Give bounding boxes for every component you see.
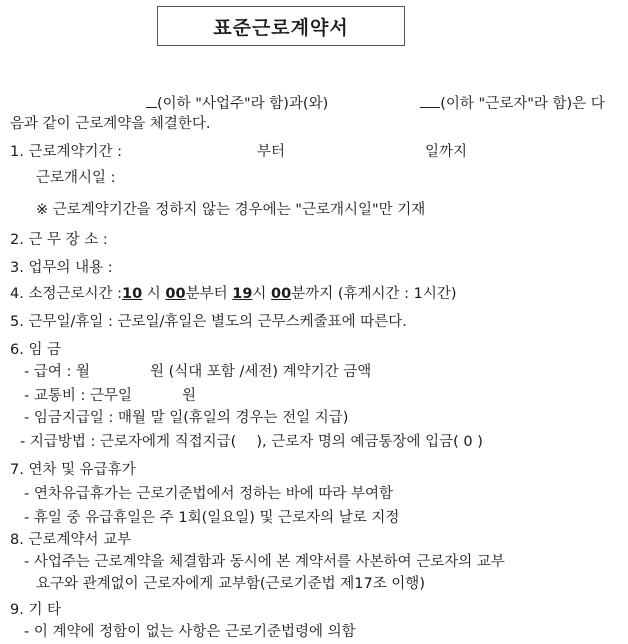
pay-day-line: - 임금지급일 : 매월 말 일(휴일의 경우는 전일 지급) xyxy=(24,410,349,426)
end-minute: 00 xyxy=(271,286,292,302)
start-hour: 10 xyxy=(121,286,143,302)
start-date-label: 근로개시일 : xyxy=(36,170,116,186)
working-hours-line: 4. 소정근로시간 :10 시 00분부터 19시 00분까지 (휴게시간 : 1시간) xyxy=(10,286,457,302)
workplace-label: 2. 근 무 장 소 : xyxy=(10,232,108,248)
leave-line-2: - 휴일 중 유급휴일은 주 1회(일요일) 및 근로자의 날로 지정 xyxy=(24,510,400,526)
leave-heading: 7. 연차 및 유급휴가 xyxy=(10,462,136,478)
employer-suffix: (이하 "사업주"라 함)과(와) xyxy=(157,96,329,112)
document-title: 표준근로계약서 xyxy=(157,6,405,46)
start-minute: 00 xyxy=(165,286,186,302)
etc-heading: 9. 기 타 xyxy=(10,602,62,618)
delivery-line-1: - 사업주는 근로계약을 체결함과 동시에 본 계약서를 사본하여 근로자의 교부 xyxy=(24,554,505,570)
transport-line: - 교통비 : 근무일 원 xyxy=(24,388,197,404)
contract-to-text: 일까지 xyxy=(425,144,468,160)
salary-line: - 급여 : 월 원 (식대 포함 /세전) 계약기간 금액 xyxy=(24,364,372,380)
pay-method-line: - 지급방법 : 근로자에게 직접지급( ), 근로자 명의 예금통장에 입금( 0 ) xyxy=(20,434,483,450)
delivery-line-2: 요구와 관계없이 근로자에게 교부함(근로기준법 제17조 이행) xyxy=(36,576,425,592)
wage-heading: 6. 임 금 xyxy=(10,342,62,358)
etc-line-1: - 이 계약에 정함이 없는 사항은 근로기준법령에 의함 xyxy=(24,624,356,640)
worker-suffix: (이하 "근로자"라 함)은 다 xyxy=(440,96,605,112)
contract-period-label: 1. 근로계약기간 : xyxy=(10,144,122,160)
workdays-line: 5. 근무일/휴일 : 근로일/휴일은 별도의 근무스케줄표에 따른다. xyxy=(10,314,407,330)
intro-line-2: 음과 같이 근로계약을 체결한다. xyxy=(10,116,211,132)
delivery-heading: 8. 근로계약서 교부 xyxy=(10,532,132,548)
period-note: ※ 근로계약기간을 정하지 않는 경우에는 "근로개시일"만 기재 xyxy=(36,202,426,218)
intro-line-1 xyxy=(10,92,605,114)
bank-deposit-mark[interactable]: 0 xyxy=(463,434,473,450)
leave-line-1: - 연차유급휴가는 근로기준법에서 정하는 바에 따라 부여함 xyxy=(24,486,394,502)
contract-period-line xyxy=(10,142,467,162)
duties-label: 3. 업무의 내용 : xyxy=(10,260,113,276)
end-hour: 19 xyxy=(232,286,253,302)
contract-from-text: 부터 xyxy=(256,144,285,160)
